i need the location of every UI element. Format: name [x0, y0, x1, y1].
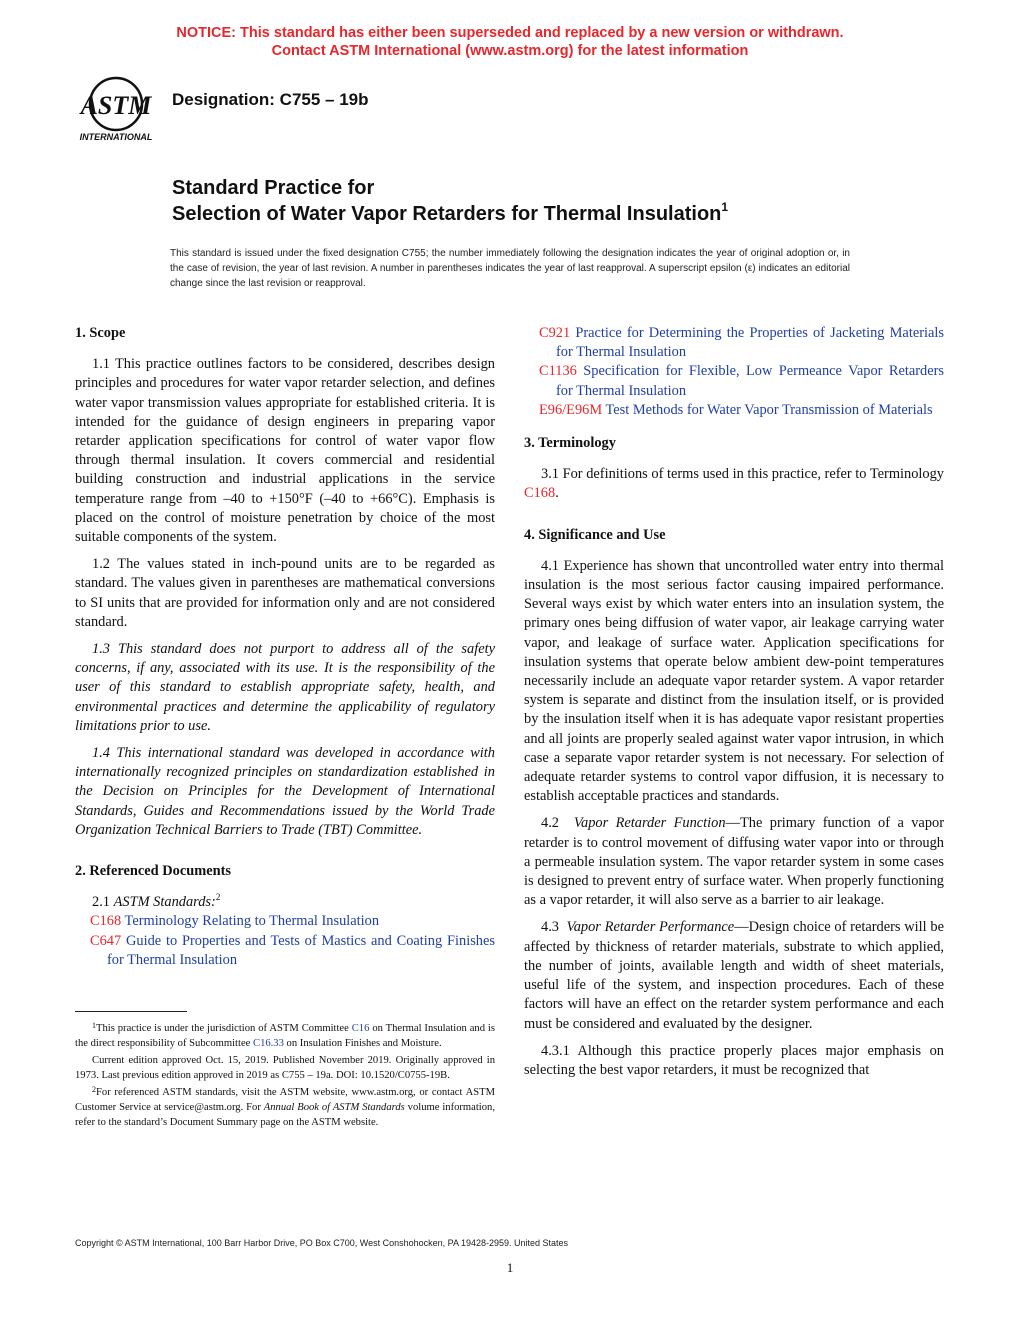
document-title — [172, 175, 952, 227]
significance-p2: 4.2 Vapor Retarder Function—The primary function of a vapor retarder is to control movement of diffusing water vapor into or through a permeable insulation system. The vapor retarder system in some cases is designed to prevent entry of surface water. When properly functioning as a vapor retarder, it will also serve as a barrier to air leakage. — [524, 815, 945, 909]
section-heading-significance: 4. Significance and Use — [524, 526, 666, 543]
ref-code[interactable]: E96/E96M — [539, 401, 603, 418]
designation: Designation: C755 – 19b — [172, 90, 369, 109]
section-heading-terminology: 3. Terminology — [524, 435, 616, 452]
ref-title[interactable]: Specification for Flexible, Low Permeance Vapor Retarders for Thermal Insulation — [556, 363, 944, 399]
footnote-divider — [75, 1011, 187, 1012]
ref-item[interactable] — [524, 401, 944, 420]
ref-code[interactable]: C921 — [539, 325, 571, 341]
significance-p1: 4.1 Experience has shown that uncontrolled water entry into thermal insulation is the most serious factor causing impaired performance. Several ways exist by which water enters into an insulation system, the primary ones being diffusion of water vapor, air leakage carrying water vapor, and leakage of surface water. Application specifications for insulation systems that operate below ambient dew-point temperatures necessarily include an adequate vapor retarder system. A vapor retarder system is separate and distinct from the insulation itself, or is provided by the insulation itself when it is has adequate vapor resistant properties and all joints are properly sealed against water vapor intrusion, in which case a separate vapor retarder system is not necessary. For selection of adequate retarder systems to control vapor diffusion, it is necessary to establish acceptable practices and standards. — [524, 557, 944, 805]
section-heading-scope: 1. Scope — [75, 325, 126, 341]
footnote-ref-2[interactable]: 2 — [215, 892, 221, 903]
astm-logo — [70, 72, 162, 142]
terminology-p1: 3.1 For definitions of terms used in this practice, refer to Terminology C168. — [524, 466, 944, 502]
footnote-edition: Current edition approved Oct. 15, 2019. Published November 2019. Originally approved in 1973. Last previous edition approved in 2019 as C755 – 19a. DOI: 10.1520/C0755-19B. — [75, 1055, 495, 1081]
scope-p1: 1.1 This practice outlines factors to be considered, describes design principles and procedures for water vapor retarder selection, and defines water vapor transmission values appropriate for established criteria. It is intended for the guidance of design engineers in preparing vapor retarder application specifications for control of water vapor flow through thermal insulation. It covers commercial and residential building construction and industrial applications in the service temperature range from –40 to +150°F (–40 to +66°C). Emphasis is placed on the control of moisture penetration by choice of the most suitable components of the system. — [75, 356, 495, 546]
left-column — [75, 324, 495, 970]
footnotes — [75, 1021, 495, 1132]
issued-note: This standard is issued under the fixed designation C755; the number immediately following the designation indicates the year of original adoption or, in the case of revision, the year of last revision. A number in parentheses indicates the year of last reapproval. A superscript epsilon (ε) indicates an editorial change since the last revision or reapproval. — [170, 248, 850, 289]
right-column — [524, 324, 944, 1088]
ref-code[interactable]: C168 — [90, 913, 122, 930]
ref-item[interactable] — [75, 932, 495, 970]
ref-item[interactable] — [524, 324, 944, 362]
notice-line-2: Contact ASTM International (www.astm.org) for the latest information — [271, 43, 749, 59]
ref-title[interactable]: Practice for Determining the Properties of Jacketing Materials for Thermal Insulation — [556, 325, 944, 361]
subcommittee-link[interactable]: C16.33 — [253, 1038, 284, 1049]
supersession-notice — [0, 24, 1020, 60]
terminology-c168-link[interactable]: C168 — [524, 485, 556, 502]
ref-item[interactable] — [75, 912, 495, 931]
ref-title[interactable]: Guide to Properties and Tests of Mastics and Coating Finishes for Thermal Insulation — [107, 932, 495, 968]
ref-title[interactable]: Test Methods for Water Vapor Transmission of Materials — [605, 401, 933, 418]
scope-p2: 1.2 The values stated in inch-pound units are to be regarded as standard. The values given in parentheses are mathematical conversions to SI units that are provided for information only and are not considered standard. — [75, 556, 495, 630]
page-number: 1 — [506, 1260, 514, 1275]
title-line-2: Selection of Water Vapor Retarders for Thermal Insulation$^1$ — [172, 200, 729, 225]
footnote-1: $^1$This practice is under the jurisdiction of ASTM Committee C16 on Thermal Insulation and is the direct responsibility of Subcommittee C16.33 on Insulation Finishes and Moisture. — [75, 1021, 495, 1049]
title-line-1: Standard Practice for — [172, 177, 375, 199]
scope-p3: 1.3 This standard does not purport to address all of the safety concerns, if any, associated with its use. It is the responsibility of the user of this standard to establish appropriate safety, health, and environmental practices and determine the applicability of regulatory limitations prior to use. — [75, 641, 495, 734]
astm-logo-icon — [70, 72, 162, 142]
scope-p4: 1.4 This international standard was developed in accordance with internationally recognized principles on standardization established in the Decision on Principles for the Development of International Standards, Guides and Recommendations issued by the World Trade Organization Technical Barriers to Trade (TBT) Committee. — [75, 745, 495, 838]
refdocs-subheading: 2.1 ASTM Standards:$^2$ — [92, 892, 221, 911]
ref-code[interactable]: C1136 — [539, 363, 577, 380]
logo-subtext: INTERNATIONAL — [79, 132, 153, 142]
ref-code[interactable]: C647 — [90, 932, 122, 949]
footnote-2: $^2$For referenced ASTM standards, visit the ASTM website, www.astm.org, or contact ASTM Customer Service at service@astm.org. For Annual Book of ASTM Standards volume information, refer to the standard’s Document Summary page on the ASTM website. — [75, 1085, 495, 1128]
title-footnote-ref[interactable]: 1 — [721, 200, 729, 214]
committee-link[interactable]: C16 — [351, 1023, 370, 1034]
logo-text: ASTM — [80, 91, 152, 120]
significance-p4: 4.3.1 Although this practice properly places major emphasis on selecting the best vapor retarders, it must be recognized that — [524, 1042, 944, 1078]
copyright: Copyright © ASTM International, 100 Barr Harbor Drive, PO Box C700, West Conshohocken, PA 19428-2959. United States — [75, 1238, 569, 1248]
notice-line-1: NOTICE: This standard has either been superseded and replaced by a new version or withdrawn. — [176, 25, 844, 41]
section-heading-refdocs: 2. Referenced Documents — [75, 863, 231, 880]
ref-item[interactable] — [524, 362, 944, 400]
significance-p3: 4.3 Vapor Retarder Performance—Design choice of retarders will be affected by thickness of retarder materials, substrate to which applied, the number of joints, available length and width of sheet materials, useful life of the system, and inspection procedures. Each of these factors will have an effect on the retarder system performance and each must be considered and evaluated by the designer. — [524, 919, 944, 1032]
ref-title[interactable]: Terminology Relating to Thermal Insulation — [124, 913, 380, 930]
